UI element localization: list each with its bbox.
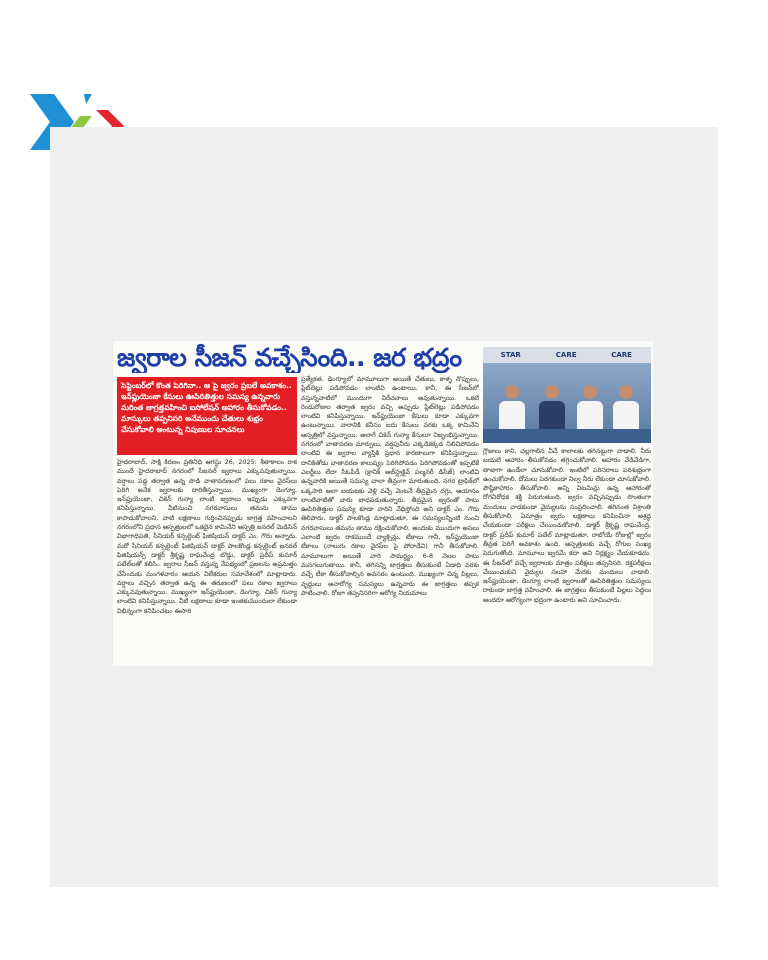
article-subhead: సెప్టెంబర్‌లో కొంత పెరిగినా.. ఆ పై జ్వరం ప్రబలే అవకాశం.. ఇన్‌ఫ్లుయెంజా కేసులు ఊపిరితిత్తుల సమస్య ఉన్నవారు మరింత జాగ్రత్తవహించి ఐసోలేషన్ ఆహారం తీసుకోవడం.. మాస్కులు తప్పనిసరి అనేముందు చేతులు శుభ్రం చేసుకోవాలి అంటున్న నిపుణుల సూచనలు <box>117 377 297 455</box>
photo-banner: STAR CARE CARE <box>483 347 651 363</box>
article-headline: జ్వరాల సీజన్ వచ్చేసింది.. జర భద్రం <box>117 343 462 372</box>
article-column-2: ప్రత్యేకత. డెంగ్యూలో మామూలుగా అయితే చేతులు, కాళ్ళ నొప్పులు, ప్లేట్‌లెట్లు పడిపోవడం లాంటివి ఉంటాయి. కానీ, ఈ సీజన్‌లో వస్తున్నవాటిలో ముందుగా విరేచనాలు అవుతున్నాయి. ఒకటి రెండురోజుల తర్వాత జ్వరం వచ్చి అప్పుడు ప్లేట్‌లెట్లు పడిపోవడం లాంటివి కనిపిస్తున్నాయి. ఇన్‌ఫ్లుయెంజా కేసులు కూడా ఎక్కువగా ఉంటున్నాయి. వారానికి కనీసం ఐదు కేసులు వరకు ఒక్క కామినేని ఆస్పత్రిలో వస్తున్నాయి. అలాగే చికెన్ గున్యా కేసులూ విజృంభిస్తున్నాయి. నగరంలో వాతావరణ మార్పులు, వర్షపునీరు ఎక్కడికక్కడ నిలిచిపోవడం లాంటివి ఈ జ్వరాల వ్యాప్తికి ప్రధాన కారణాలుగా కనిపిస్తున్నాయి. దానికితోడు వాతావరణ కాలుష్యం పెరిగిపోవడం పెరిగిపోవడంతో ఇప్పటికే ఎలర్జీలు లేదా సీఓపీడీ (క్రానిక్ అబ్‌స్ట్రక్టివ్ పల్మనరీ డిసీజ్) లాంటివి ఉన్నవారికి అయితే సమస్య చాలా తీవ్రంగా మారుతుంది. నగర ట్రాఫిక్‌లో ఒక్కసారి అలా బయటకు వెళ్లి వచ్చే వెంటనే తీవ్రమైన దగ్గు, ఆయాసం లాంటివాటితో వారు బాధపడుతున్నారు. తీవ్రమైన జ్వరంతో పాటు ఊపిరితిత్తుల సమస్య కూడా వారిని వేధిస్తోంది అని డాక్టర్ ఎం. గౌరు తెలిపారు. డాక్టర్ పాలకొండ్ల మాట్లాడుతూ, ఈ సమస్యలన్నింటి నుంచి నగరవాసులు తమను తాము రక్షించుకోవాలి. అందుకు ముందుగా అసలు ఎలాంటి జ్వరం రాకముందే వ్యాక్సిన్లు, టీకాలు గానీ, ఇన్‌ఫ్లుయెంజా టీకాలు (నాలుగు రకాల వైరస్‌ల పై పోరాడేవి) గానీ తీసుకోవాలి. మామూలుగా అయితే వారి సామర్థ్యం 6-8 నెలల పాటు మనగలుగుతాయి. కానీ, తగినన్ని జాగ్రత్తలు తీసుకుంటే ఏడాది వరకు వచ్చే టీకా తీసుకోవాల్సిన అవసరం ఉంటుంది. ముఖ్యంగా చిన్న పిల్లలు, వృద్ధులు అనారోగ్య సమస్యలు ఉన్నవారు ఈ జాగ్రత్తలు తప్పక పాటించాలి. రోజూ తప్పనిసరిగా ఆరోగ్య నియమాలు <box>301 375 479 597</box>
newspaper-clipping <box>113 341 653 666</box>
article-column-1: హైదరాబాద్, సాక్షి కిరణం ప్రతినిధి ఆగస్టు 26, 2025: శీతాకాలం రాక ముందే హైదరాబాద్ నగరంలో సీజనల్ జ్వరాలు ఎక్కువవుతున్నాయి. వర్షాలు పడ్డ తర్వాత ఉన్న పొడి వాతావరణంలో పలు రకాల వైరస్‌లు పెరిగి అనేక జ్వరాలకు దారితీస్తున్నాయి. ముఖ్యంగా డెంగ్యూ, ఇన్‌ఫ్లుయెంజా, చికెన్ గున్యా లాంటి జ్వరాలు ఇప్పుడు ఎక్కువగా కనిపిస్తున్నాయి. వీటినుంచి నగరవాసులు తమను తాము కాపాడుకోవాలని, వాటి లక్షణాలు గుర్తించినప్పుడు జాగ్రత్త వహించాలని నగరంలోని ప్రధాన ఆస్పత్రులలో ఒకటైన కామినేని ఆస్పత్రి జనరల్ మెడిసిన్ విభాగాధిపతి, సీనియర్ కన్సల్టెంట్ ఫిజిషియన్ డాక్టర్ ఎం. గౌరు అన్నారు. మరో సీనియర్ కన్సల్టెంట్ ఫిజిషియన్ డాక్టర్ పాలకొండ్ల కన్సల్టెంట్ జనరల్ ఫిజిషియన్స్ డాక్టర్ శ్రీకృష్ణ రాఘవేంద్ర బొడ్డు, డాక్టర్ ప్రదీప్ కుమార్ పటేల్‌లతో కలిసి.. జ్వరాల సీజన్ వస్తున్న నేపథ్యంలో ప్రజలను అప్రమత్తం చేసేందుకు మంగళవారం ఆయన విలేకరుల సమావేశంలో మాట్లాడారు. వర్షాలు వచ్చిన తర్వాత ఉన్న ఈ తరుణంలో పలు రకాల జ్వరాలు ఎక్కువవుతున్నాయి. ముఖ్యంగా ఇన్‌ఫ్లుయెంజా, డెంగ్యూ, చికెన్ గున్యా లాంటివి కనిపిస్తున్నాయి. వీటి లక్షణాలు కూడా ఇంతకుముందులా లేకుండా విభిన్నంగా కనిపించటం ఈసారి <box>117 458 297 615</box>
press-conference-photo <box>483 347 651 443</box>
article-column-3: గ్లౌజులు కాని, చల్లగాలిన వీచే కాలాలకు తగినట్టుగా వాడాలి. నీరు బయటి ఆహారం తీసుకోవడం తగ్గించుకోవాలి. ఆహారం వేడివేడిగా, తాజాగా ఉండేలా చూసుకోవాలి. ఇంటిలో పరిసరాలు పరిశుభ్రంగా ఉంచుకోవాలి. దోమలు పెరగకుండా నిల్వ నీరు లేకుండా చూసుకోవాలి. పౌష్టికాహారం తీసుకోవాలి. అన్ని విటమిన్లు ఉన్న ఆహారంతో రోగనిరోధక శక్తి పెరుగుతుంది. జ్వరం వచ్చినప్పుడు సొంతంగా మందులు వాడకుండా వైద్యులను సంప్రదించాలి. తగినంత విశ్రాంతి తీసుకోవాలి. ఏమాత్రం జ్వరం లక్షణాలు కనిపించినా అశ్రద్ధ చేయకుండా పరీక్షలు చేయించుకోవాలి. డాక్టర్ శ్రీకృష్ణ రాఘవేంద్ర, డాక్టర్ ప్రదీప్ కుమార్ పటేల్ మాట్లాడుతూ, రాబోయే రోజుల్లో జ్వరం తీవ్రత పెరిగే అవకాశం ఉంది. ఆస్పత్రులకు వచ్చే రోగుల సంఖ్య పెరుగుతోంది. మామూలు జ్వరమే కదా అని నిర్లక్ష్యం చేయకూడదు. ఈ సీజన్‌లో వచ్చే జ్వరాలకు మాత్రం పరీక్షలు తప్పనిసరి. రక్తపరీక్షలు చేయించుకుని వైద్యుల సలహా మేరకు మందులు వాడాలి. ఇన్‌ఫ్లుయెంజా, డెంగ్యూ లాంటి జ్వరాలతో ఊపిరితిత్తుల సమస్యలు రాకుండా జాగ్రత్త వహించాలి. ఈ జాగ్రత్తలు తీసుకుంటే పిల్లలు పెద్దలు అందరూ ఆరోగ్యంగా భద్రంగా ఉంటారు అని సూచించారు. <box>483 447 651 604</box>
